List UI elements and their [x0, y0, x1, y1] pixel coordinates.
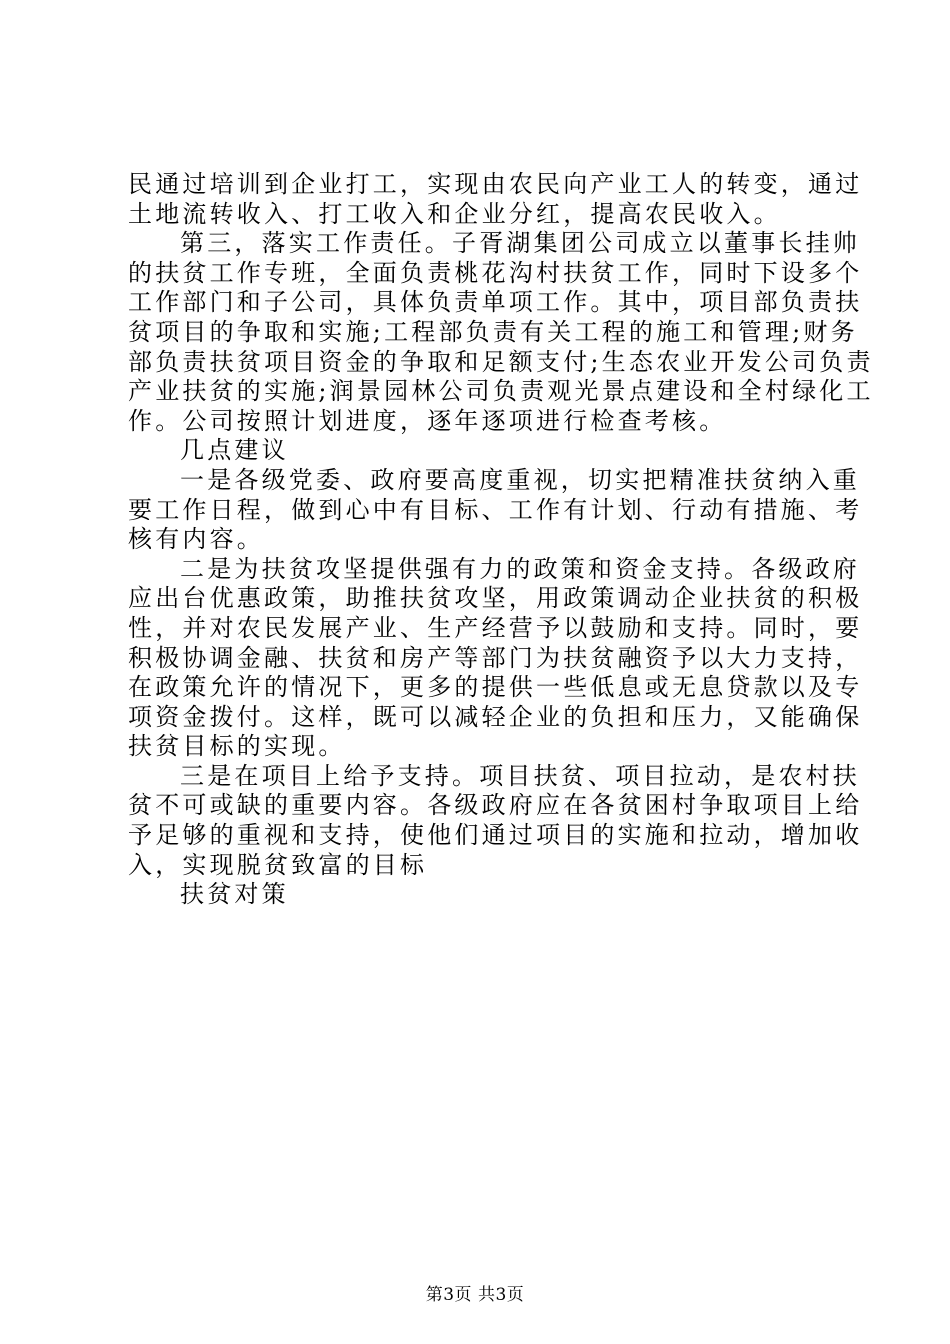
- text-line: 民通过培训到企业打工，实现由农民向产业工人的转变，通过: [128, 170, 863, 198]
- text-line: 核有内容。: [128, 525, 264, 554]
- page-number-footer: 第3页 共3页: [425, 1285, 525, 1305]
- text-line: 产业扶贫的实施;润景园林公司负责观光景点建设和全村绿化工: [128, 377, 874, 406]
- text-line: 作。公司按照计划进度，逐年逐项进行检查考核。: [128, 406, 727, 435]
- document-body: [128, 170, 874, 910]
- text-line: 性，并对农民发展产业、生产经营予以鼓励和支持。同时，要: [128, 613, 863, 642]
- closing-heading: 扶贫对策: [180, 880, 289, 909]
- text-line: 积极协调金融、扶贫和房产等部门为扶贫融资予以大力支持，: [128, 643, 863, 672]
- text-line: 土地流转收入、打工收入和企业分红，提高农民收入。: [128, 199, 781, 228]
- text-line: 的扶贫工作专班，全面负责桃花沟村扶贫工作，同时下设多个: [128, 258, 863, 287]
- text-line: 贫项目的争取和实施;工程部负责有关工程的施工和管理;财务: [128, 317, 858, 346]
- text-line: 部负责扶贫项目资金的争取和足额支付;生态农业开发公司负责: [128, 347, 874, 376]
- text-line: 在政策允许的情况下，更多的提供一些低息或无息贷款以及专: [128, 673, 863, 702]
- text-line: 应出台优惠政策，助推扶贫攻坚，用政策调动企业扶贫的积极: [128, 584, 863, 613]
- text-line: 予足够的重视和支持，使他们通过项目的实施和拉动，增加收: [128, 821, 863, 850]
- text-line: 贫不可或缺的重要内容。各级政府应在各贫困村争取项目上给: [128, 791, 863, 820]
- paragraph-start-line: 一是各级党委、政府要高度重视，切实把精准扶贫纳入重: [180, 465, 860, 494]
- text-line: 工作部门和子公司，具体负责单项工作。其中，项目部负责扶: [128, 288, 863, 317]
- text-line: 入，实现脱贫致富的目标: [128, 850, 428, 879]
- text-line: 扶贫目标的实现。: [128, 732, 346, 761]
- text-line: 项资金拨付。这样，既可以减轻企业的负担和压力，又能确保: [128, 702, 863, 731]
- paragraph-start-line: 二是为扶贫攻坚提供强有力的政策和资金支持。各级政府: [180, 554, 860, 583]
- section-heading: 几点建议: [180, 436, 289, 465]
- paragraph-start-line: 第三，落实工作责任。子胥湖集团公司成立以董事长挂帅: [180, 229, 860, 258]
- paragraph-start-line: 三是在项目上给予支持。项目扶贫、项目拉动，是农村扶: [180, 761, 860, 790]
- text-line: 要工作日程，做到心中有目标、工作有计划、行动有措施、考: [128, 495, 863, 524]
